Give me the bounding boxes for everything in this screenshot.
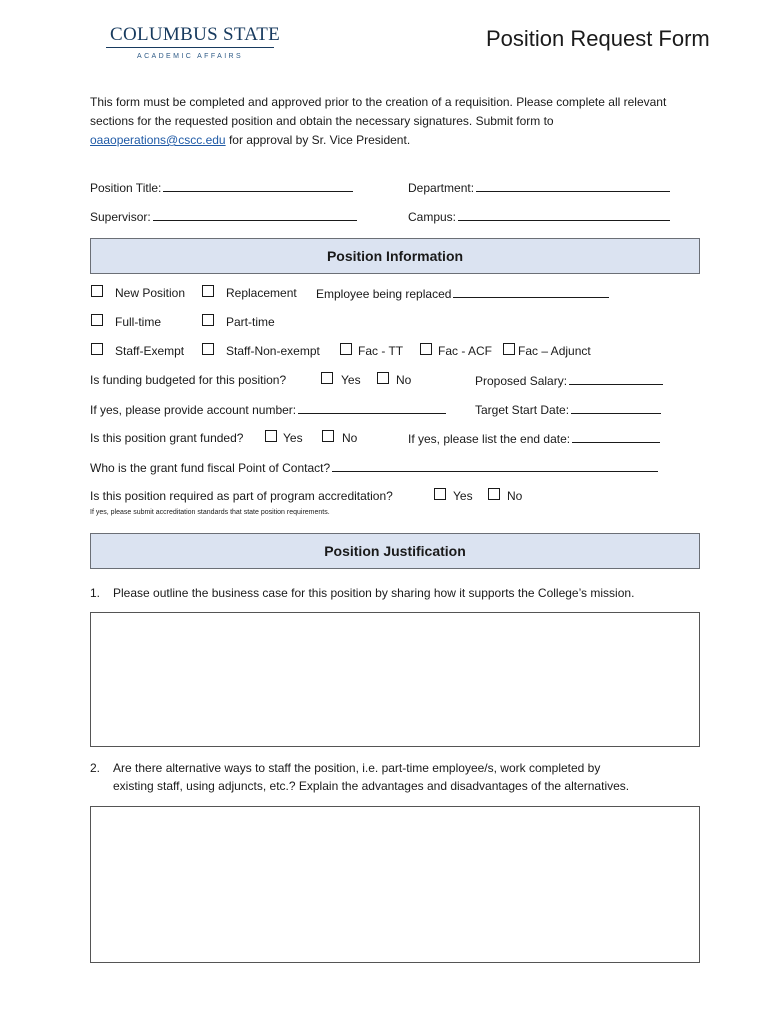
question-2-text-line2: existing staff, using adjuncts, etc.? Explain the advantages and disadvantages of the alternatives. xyxy=(113,779,630,793)
grant-yes-label: Yes xyxy=(283,431,303,445)
department-field xyxy=(408,180,670,195)
target-start-label: Target Start Date: xyxy=(475,403,570,417)
replacement-label: Replacement xyxy=(226,286,297,300)
funding-no-checkbox[interactable] xyxy=(377,372,389,384)
full-time-label: Full-time xyxy=(115,315,162,329)
employee-replaced-input[interactable] xyxy=(453,286,609,298)
full-time-checkbox[interactable] xyxy=(91,314,103,326)
question-2-text-line1: Are there alternative ways to staff the position, i.e. part-time employee/s, work completed by xyxy=(113,761,601,775)
grant-contact-input[interactable] xyxy=(332,460,658,472)
proposed-salary-field xyxy=(475,373,663,388)
funding-question: Is funding budgeted for this position? xyxy=(90,373,287,387)
campus-field xyxy=(408,209,670,224)
fac-adjunct-checkbox[interactable] xyxy=(503,343,515,355)
position-title-field xyxy=(90,180,353,195)
grant-no-checkbox[interactable] xyxy=(322,430,334,442)
target-start-input[interactable] xyxy=(571,402,661,414)
alternatives-textarea[interactable] xyxy=(90,806,700,963)
staff-non-exempt-label: Staff-Non-exempt xyxy=(226,344,320,358)
department-input[interactable] xyxy=(476,180,670,192)
accreditation-no-label: No xyxy=(507,489,523,503)
question-1-number: 1. xyxy=(90,586,101,600)
account-number-input[interactable] xyxy=(298,402,446,414)
position-title-input[interactable] xyxy=(163,180,353,192)
accreditation-yes-checkbox[interactable] xyxy=(434,488,446,500)
supervisor-label: Supervisor: xyxy=(90,210,151,224)
question-1-text: Please outline the business case for this position by sharing how it supports the College’s mission. xyxy=(113,586,635,600)
accreditation-yes-label: Yes xyxy=(453,489,473,503)
fac-tt-label: Fac - TT xyxy=(358,344,404,358)
position-information-header: Position Information xyxy=(90,238,700,274)
account-number-field xyxy=(90,402,446,417)
grant-funded-question: Is this position grant funded? xyxy=(90,431,244,445)
fac-adjunct-label: Fac – Adjunct xyxy=(518,344,591,358)
employee-replaced-label: Employee being replaced xyxy=(316,287,452,301)
email-link[interactable]: oaaoperations@cscc.edu xyxy=(90,133,226,147)
intro-text: This form must be completed and approved prior to the creation of a requisition. Please complete all relevant sections for the requested position and obtain the necessary signatures. Submit form to xyxy=(90,95,667,128)
business-case-textarea[interactable] xyxy=(90,612,700,747)
account-number-label: If yes, please provide account number: xyxy=(90,403,297,417)
staff-exempt-label: Staff-Exempt xyxy=(115,344,185,358)
grant-yes-checkbox[interactable] xyxy=(265,430,277,442)
staff-non-exempt-checkbox[interactable] xyxy=(202,343,214,355)
position-justification-header: Position Justification xyxy=(90,533,700,569)
question-2-number: 2. xyxy=(90,761,101,775)
logo-divider xyxy=(106,47,274,48)
end-date-label: If yes, please list the end date: xyxy=(408,432,571,446)
target-start-field xyxy=(475,402,661,417)
fac-acf-checkbox[interactable] xyxy=(420,343,432,355)
staff-exempt-checkbox[interactable] xyxy=(91,343,103,355)
end-date-field xyxy=(408,431,660,446)
intro-paragraph xyxy=(90,93,690,150)
fac-acf-label: Fac - ACF xyxy=(438,344,493,358)
accreditation-question: Is this position required as part of program accreditation? xyxy=(90,489,393,503)
accreditation-no-checkbox[interactable] xyxy=(488,488,500,500)
new-position-checkbox[interactable] xyxy=(91,285,103,297)
campus-label: Campus: xyxy=(408,210,457,224)
new-position-label: New Position xyxy=(115,286,186,300)
employee-replaced-field xyxy=(316,286,609,301)
campus-input[interactable] xyxy=(458,209,670,221)
funding-yes-checkbox[interactable] xyxy=(321,372,333,384)
grant-no-label: No xyxy=(342,431,358,445)
replacement-checkbox[interactable] xyxy=(202,285,214,297)
funding-no-label: No xyxy=(396,373,412,387)
fac-tt-checkbox[interactable] xyxy=(340,343,352,355)
end-date-input[interactable] xyxy=(572,431,660,443)
page-title: Position Request Form xyxy=(486,26,710,51)
accreditation-note: If yes, please submit accreditation standards that state position requirements. xyxy=(90,509,330,516)
department-label: Department: xyxy=(408,181,475,195)
grant-contact-field xyxy=(90,460,658,475)
part-time-checkbox[interactable] xyxy=(202,314,214,326)
grant-contact-label: Who is the grant fund fiscal Point of Contact? xyxy=(90,461,331,475)
proposed-salary-label: Proposed Salary: xyxy=(475,374,568,388)
logo-text: COLUMBUS STATE xyxy=(110,24,281,45)
supervisor-field xyxy=(90,209,357,224)
funding-yes-label: Yes xyxy=(341,373,361,387)
logo-subtitle: ACADEMIC AFFAIRS xyxy=(137,53,244,60)
position-title-label: Position Title: xyxy=(90,181,162,195)
supervisor-input[interactable] xyxy=(153,209,357,221)
proposed-salary-input[interactable] xyxy=(569,373,663,385)
part-time-label: Part-time xyxy=(226,315,275,329)
intro-text-end: for approval by Sr. Vice President. xyxy=(225,133,411,147)
